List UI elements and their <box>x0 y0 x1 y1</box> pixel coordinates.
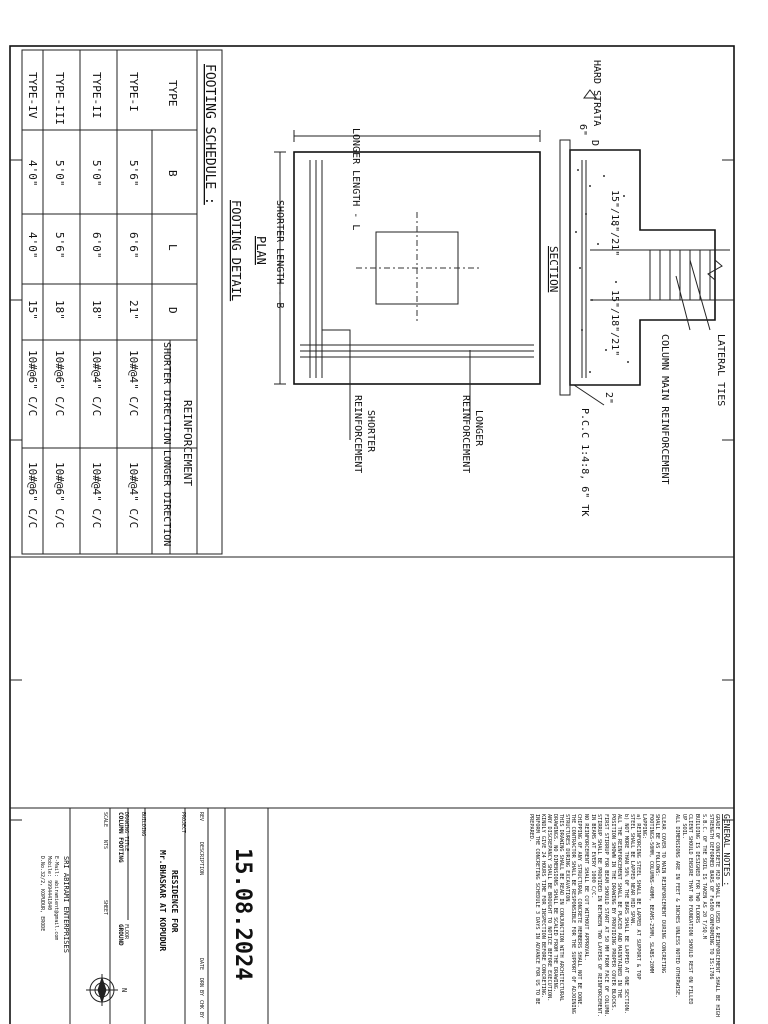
firm-mobile: Mobile: 9994441840 <box>46 856 52 911</box>
schedule-row <box>90 72 103 528</box>
project-label: PROJECT <box>180 812 186 834</box>
pcc-bed <box>560 140 570 395</box>
note-line: CHIPPING OF ANY STRUCTURAL CONCRETE MEMBERS SHALL NOT BE DONE. <box>576 814 582 1008</box>
row-d: 18" <box>53 300 66 320</box>
compass-icon <box>86 974 118 1006</box>
col-d-header: D <box>166 307 179 314</box>
rev-label: REV <box>198 812 204 822</box>
row-longer: 10#@6" C/C <box>53 462 66 529</box>
notes-heading: GENERAL NOTES : <box>722 814 731 887</box>
note-line: S.B.C. OF THE SOIL IS TAKEN AS 20 T/SQ.M <box>701 814 707 939</box>
note-line: CLEAR COVER TO MAIN REINFORCEMENT DURING CONCRETING <box>660 814 666 974</box>
row-shorter: 10#@6" C/C <box>26 350 39 417</box>
note-line: b) NOT MORE THAN 50% OF THE BARS SHALL BE LAPPED AT ONE SECTION. <box>623 814 629 1014</box>
row-type: TYPE-II <box>90 72 103 119</box>
shorter-leader <box>322 330 350 440</box>
shorter-direction-header: SHORTER DIRECTION <box>161 342 172 445</box>
note-line: DRAWINGS. NO DIMENSIONS SHALL BE SCALED FROM THE DRAWING. <box>552 814 558 993</box>
scale-value: NTS <box>102 840 108 850</box>
date-label: DATE <box>198 958 204 971</box>
section-title: SECTION <box>547 246 560 293</box>
schedule-row <box>26 72 39 528</box>
row-l: 5'6" <box>53 232 66 259</box>
chk-by-label: CHK BY <box>198 1000 204 1019</box>
floor-label: FLOOR <box>123 924 129 940</box>
reinforcement-header: REINFORCEMENT <box>181 400 194 487</box>
note-line: SHALL BE AS FOLLOWS: <box>654 814 660 877</box>
row-d: 18" <box>90 300 103 320</box>
column-main-label: COLUMN MAIN REINFORCEMENT <box>659 334 670 485</box>
note-line: CLIENT SHOULD ENSURE THAT NO FOUNDATION SHOULD REST ON FILLED <box>687 814 693 1005</box>
row-d: 21" <box>127 300 140 320</box>
note-line: IN BEAMS AT EVERY 1000 C/C. <box>590 814 596 899</box>
note-line: PREPARED. <box>528 814 534 843</box>
note-line: ALL THE REINFORCEMENT SHALL BE PLACED AND MAINTAINED IN THE <box>616 814 622 999</box>
note-line: THIS DRAWING SHALL BE READ IN CONJUNCTION WITH ARCHITECTURAL <box>558 814 564 1002</box>
row-shorter: 10#@6" C/C <box>53 350 66 417</box>
description-label: DESCRIPTION <box>198 842 204 876</box>
firm-email: E-Mail: abiramient@gmail.com <box>53 856 59 941</box>
row-l: 6'0" <box>90 232 103 259</box>
dim-2-label: 2" <box>603 392 614 405</box>
row-l: 6'6" <box>127 232 140 259</box>
note-line: UP SOIL. <box>681 814 687 839</box>
project-line2: Mr.BHASKAR AT KOPUDUR <box>158 850 167 952</box>
dim-6-label: 6" <box>577 124 588 137</box>
plan-title: PLAN <box>254 236 268 265</box>
footing-schedule <box>22 50 222 554</box>
note-line: ANY DISCREPANCY SHALL BE BROUGHT TO NOTICE BEFORE EXECUTION. <box>546 814 552 1002</box>
note-line: BUILDING IS DESIGNED FOR TWO FLOORS <box>694 814 700 924</box>
note-line: FOOTINGS-50MM, COLUMNS-40MM, BEAMS-25MM, SLABS-20MM <box>648 814 654 974</box>
note-line: STEEL SHALL BE LAPPED NEAR MID SPAN. <box>629 814 635 927</box>
depth-bottom-label: 15"/18"/21" <box>609 290 620 357</box>
row-d: 15" <box>26 300 39 320</box>
depth-top-label: 15"/18"/21" <box>609 190 620 257</box>
note-line: GRADE OF CONCRETE M20 SHALL BE USED & REINFORCEMENT SHALL BE HIGH <box>714 814 720 1018</box>
longer-reinf-label-2: REINFORCEMENT <box>460 395 471 474</box>
firm-address: D.No.32/2, KOPUDUR, ERODE <box>39 856 45 932</box>
note-line: LAPPING: <box>641 814 647 839</box>
row-type: TYPE-IV <box>26 72 39 119</box>
row-b: 5'6" <box>127 160 140 187</box>
row-b: 5'0" <box>90 160 103 187</box>
notes-lines <box>528 814 720 1017</box>
row-shorter: 10#@4" C/C <box>90 350 103 417</box>
note-line: STIRRUP SHALL BE PROVIDED IN BETWEEN TWO LAYERS OF REINFORCEMENT. <box>596 814 602 1018</box>
shorter-reinf-label-1: SHORTER <box>365 410 376 453</box>
note-line: NO REINFORCEMENT SHALL BE CUT WITHOUT APPROVAL. <box>583 814 589 961</box>
shorter-reinf-label-2: REINFORCEMENT <box>352 395 363 474</box>
plan-view <box>254 128 540 473</box>
row-b: 5'0" <box>53 160 66 187</box>
note-line: STRUCTURES DURING EXCAVATION. <box>564 814 570 905</box>
shorter-length-label: SHORTER LENGTH - B <box>274 200 285 309</box>
note-line: KINDLY GIVE 24 HOURS TIME FOR INSPECTION BEFORE CONCRETING. <box>540 814 546 999</box>
footing-detail-title: FOOTING DETAIL <box>229 200 243 302</box>
section-view <box>547 60 730 516</box>
note-line: POSITION SHOWN IN THE DRAWING BY PROVIDING PROPER COVER BLOCKS. <box>610 814 616 1011</box>
date-stamp: 15.08.2024 <box>230 848 255 981</box>
firm-name: SRI ABIRAMI ENTERPRISES <box>62 856 70 953</box>
hard-strata-label: HARD STRATA <box>591 60 602 127</box>
note-line: INFORM THE CONCRETING SCHEDULE 3 DAYS IN ADVANCE FOR US TO BE <box>534 814 540 1005</box>
longer-reinf-label-1: LONGER <box>473 410 484 447</box>
note-line: FIRST STIRRUP FOR BEAM SHOULD START AT 50 MM FROM FACE OF COLUMN. <box>603 814 609 1018</box>
col-b-header: B <box>166 170 179 177</box>
drawing-title-label: DRAWING TITLE <box>123 812 129 852</box>
note-line: a) REINFORCING STEEL SHALL BE LAPPED AT SUPPORT & TOP <box>635 814 641 980</box>
building-label: BUILDING <box>140 812 146 837</box>
row-shorter: 10#@4" C/C <box>127 350 140 417</box>
title-block <box>10 808 734 1024</box>
row-type: TYPE-I <box>127 72 140 112</box>
note-line: STRENGTH DEFORMED BARS OF Fe500 CONFORMING TO IS:1786 <box>708 814 714 980</box>
lateral-ties-label: LATERAL TIES <box>715 334 726 407</box>
dim-d-label: D <box>589 140 600 147</box>
schedule-heading: FOOTING SCHEDULE : <box>202 64 217 205</box>
col-l-header: L <box>166 244 179 251</box>
footing-section-outline <box>570 150 715 385</box>
project-line1: RESIDENCE FOR <box>170 870 179 933</box>
longer-direction-header: LONGER DIRECTION <box>161 450 172 547</box>
schedule-row <box>53 72 66 528</box>
sheet-label: SHEET <box>102 900 108 916</box>
drawing-title: COLUMN FOOTING <box>117 812 124 863</box>
scale-label: SCALE <box>102 812 108 828</box>
schedule-row <box>127 72 140 528</box>
row-b: 4'0" <box>26 160 39 187</box>
note-line: ALL DIMENSIONS ARE IN FEET & INCHES UNLESS NOTED OTHERWISE. <box>674 814 680 999</box>
row-longer: 10#@6" C/C <box>26 462 39 529</box>
drn-by-label: DRN BY <box>198 978 204 997</box>
longer-length-label: LONGER LENGTH - L <box>350 128 361 231</box>
col-type-header: TYPE <box>166 80 179 107</box>
row-longer: 10#@4" C/C <box>127 462 140 529</box>
floor-value: GROUND <box>117 924 124 946</box>
row-longer: 10#@4" C/C <box>90 462 103 529</box>
border-ticks <box>10 160 734 820</box>
row-l: 4'0" <box>26 232 39 259</box>
pcc-label: P.C.C 1:4:8, 6" TK <box>579 408 590 517</box>
row-type: TYPE-III <box>53 72 66 125</box>
note-line: THE CONTRACTOR SHALL BE RESPONSIBLE FOR THE SUPPORT OF ADJOINING <box>570 814 576 1014</box>
compass-north-label: N <box>120 988 128 993</box>
